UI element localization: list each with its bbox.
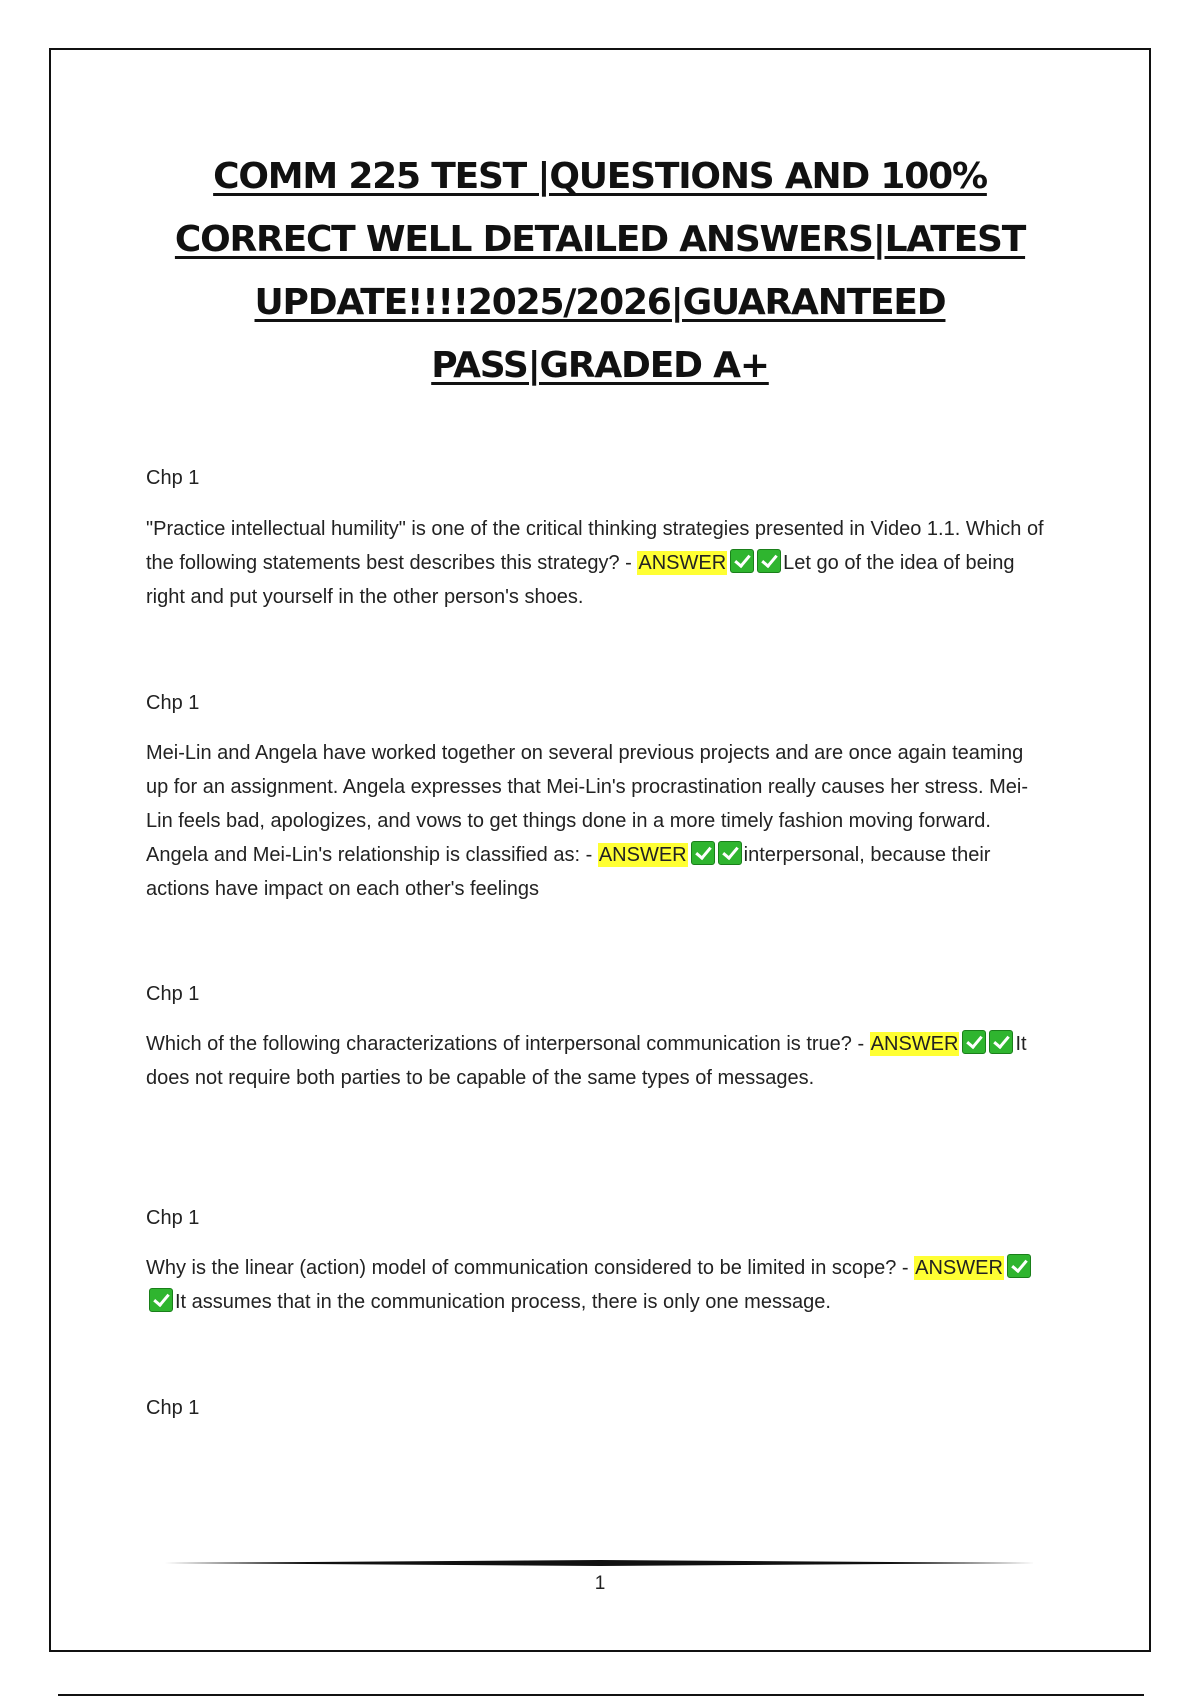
qa-item — [146, 512, 1046, 614]
question-text: Which of the following characterizations of interpersonal communication is true? - — [146, 1033, 870, 1055]
answer-text: It assumes that in the communication process, there is only one message. — [175, 1291, 831, 1313]
answer-text: Let go of the idea of being right and put yourself in the other person's shoes. — [146, 552, 1015, 608]
qa-item — [146, 736, 1046, 906]
chapter-label: Chp 1 — [146, 1207, 200, 1229]
document-title — [150, 145, 1050, 397]
bottom-rule — [58, 1694, 1144, 1696]
check-mark-icon — [962, 1030, 986, 1054]
chapter-label: Chp 1 — [146, 1397, 200, 1419]
chapter-label: Chp 1 — [146, 692, 200, 714]
question-text: Mei-Lin and Angela have worked together on several previous projects and are once again teaming up for an assignment. Angela expresses that Mei-Lin's procrastination really causes her stress. Mei-Lin feels bad, apologizes, and vows to get things done in a more timely fashion moving forward. Angela and Mei-Lin's relationship is classified as: - — [146, 742, 1029, 866]
check-mark-icon — [718, 841, 742, 865]
page-number: 1 — [594, 1573, 606, 1594]
answer-label: ANSWER — [870, 1033, 959, 1055]
answer-label: ANSWER — [915, 1257, 1003, 1279]
qa-item — [146, 1027, 1046, 1095]
qa-item — [146, 1251, 1046, 1319]
check-mark-icon — [1007, 1254, 1031, 1278]
footer-divider — [165, 1560, 1035, 1566]
answer-label: ANSWER — [638, 552, 727, 574]
answer-text: It does not require both parties to be capable of the same types of messages. — [146, 1033, 1027, 1089]
chapter-label: Chp 1 — [146, 983, 200, 1005]
question-text: "Practice intellectual humility" is one of the critical thinking strategies presented in Video 1.1. Which of the following statements best describes this strategy? - — [146, 518, 1044, 574]
check-mark-icon — [757, 549, 781, 573]
title-line: CORRECT WELL DETAILED ANSWERS|LATEST — [174, 219, 1026, 260]
check-mark-icon — [691, 841, 715, 865]
answer-text: interpersonal, because their actions have impact on each other's feelings — [146, 844, 991, 900]
question-text: Why is the linear (action) model of communication considered to be limited in scope? - — [146, 1257, 915, 1279]
check-mark-icon — [730, 549, 754, 573]
title-line: COMM 225 TEST |QUESTIONS AND 100% — [213, 156, 987, 197]
check-mark-icon — [149, 1288, 173, 1312]
chapter-label: Chp 1 — [146, 467, 200, 489]
check-mark-icon — [989, 1030, 1013, 1054]
answer-label: ANSWER — [598, 844, 687, 866]
title-line: UPDATE!!!!2025/2026|GUARANTEED — [254, 282, 946, 323]
title-line: PASS|GRADED A+ — [431, 345, 769, 386]
